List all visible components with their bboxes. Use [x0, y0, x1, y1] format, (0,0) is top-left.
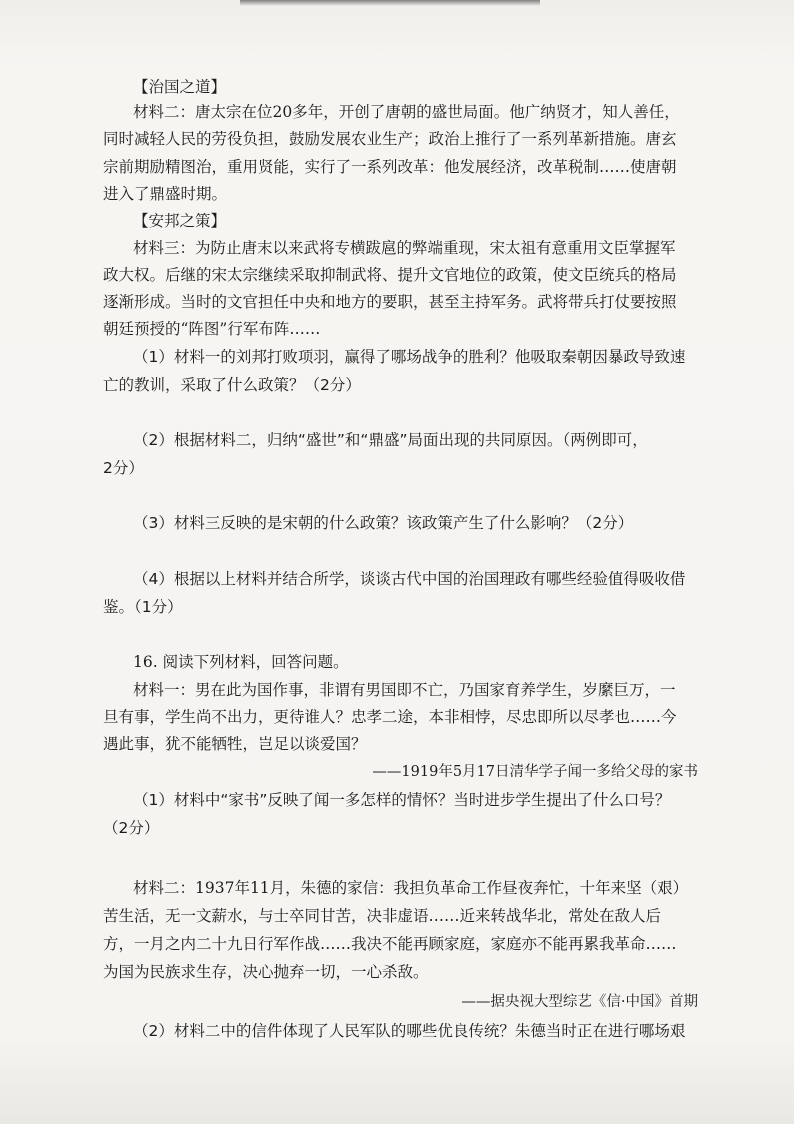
- q15-2-line-1: （2）根据材料二，归纳“盛世”和“鼎盛”局面出现的共同原因。（两例即可，: [133, 431, 648, 449]
- scan-edge-shadow: [240, 0, 540, 6]
- q15-4-line-2: 鉴。（1分）: [103, 598, 183, 616]
- q16-1-line-2: （2分）: [103, 819, 160, 837]
- material2-line-1: 材料二：唐太宗在位20多年，开创了唐朝的盛世局面。他广纳贤才，知人善任，: [133, 103, 680, 121]
- q16-material2-line-3: 方，一月之内二十九日行军作战……我决不能再顾家庭，家庭亦不能再累我革命……: [103, 935, 677, 953]
- q15-1-line-1: （1）材料一的刘邦打败项羽，赢得了哪场战争的胜利？他吸取秦朝因暴政导致速: [133, 348, 686, 366]
- q15-3-line-1: （3）材料三反映的是宋朝的什么政策？该政策产生了什么影响？（2分）: [133, 514, 634, 532]
- material3-line-4: 朝廷预授的“阵图”行军布阵……: [103, 320, 321, 338]
- material3-line-1: 材料三：为防止唐末以来武将专横跋扈的弊端重现，宋太祖有意重用文臣掌握军: [133, 239, 676, 257]
- q15-4-line-1: （4）根据以上材料并结合所学，谈谈古代中国的治国理政有哪些经验值得吸收借: [133, 570, 686, 588]
- q16-material1-line-3: 遇此事，犹不能牺牲，岂足以谈爱国？: [103, 735, 367, 753]
- q15-2-line-2: 2分）: [103, 459, 144, 477]
- section-heading-anbang: 【安邦之策】: [133, 212, 227, 230]
- q16-material2-source: ——据央视大型综艺《信·中国》首期: [461, 994, 698, 1010]
- q16-material2-line-2: 苦生活，无一文薪水，与士卒同甘苦，决非虚语……近来转战华北，常处在敌人后: [103, 907, 662, 925]
- q16-material1-line-2: 旦有事，学生尚不出力，更待谁人？忠孝二途，本非相悖，尽忠即所以尽孝也……今: [103, 708, 677, 726]
- q16-title: 16. 阅读下列材料，回答问题。: [133, 653, 349, 671]
- material3-line-3: 逐渐形成。当时的文官担任中央和地方的要职，甚至主持军务。武将带兵打仗要按照: [103, 293, 677, 311]
- q16-1-line-1: （1）材料中“家书”反映了闻一多怎样的情怀？当时进步学生提出了什么口号？: [133, 791, 671, 809]
- q16-material2-line-4: 为国为民族求生存，决心抛弃一切，一心杀敌。: [103, 963, 429, 981]
- q16-material2-line-1: 材料二：1937年11月，朱德的家信：我担负革命工作昼夜奔忙，十年来坚（艰）: [133, 879, 689, 897]
- material2-line-4: 进入了鼎盛时期。: [103, 185, 228, 203]
- material2-line-2: 同时减轻人民的劳役负担，鼓励发展农业生产；政治上推行了一系列革新措施。唐玄: [103, 130, 677, 148]
- q16-material1-line-1: 材料一：男在此为国作事，非谓有男国即不亡，乃国家育养学生，岁縻巨万，一: [133, 681, 676, 699]
- section-heading-zhiguo: 【治国之道】: [133, 78, 227, 96]
- q15-1-line-2: 亡的教训，采取了什么政策？（2分）: [103, 376, 361, 394]
- q16-2-line-1: （2）材料二中的信件体现了人民军队的哪些优良传统？朱德当时正在进行哪场艰: [133, 1022, 686, 1040]
- material2-line-3: 宗前期励精图治，重用贤能，实行了一系列改革：他发展经济，改革税制……使唐朝: [103, 158, 677, 176]
- material3-line-2: 政大权。后继的宋太宗继续采取抑制武将、提升文官地位的政策，使文臣统兵的格局: [103, 266, 677, 284]
- q16-material1-source: ——1919年5月17日清华学子闻一多给父母的家书: [372, 764, 698, 780]
